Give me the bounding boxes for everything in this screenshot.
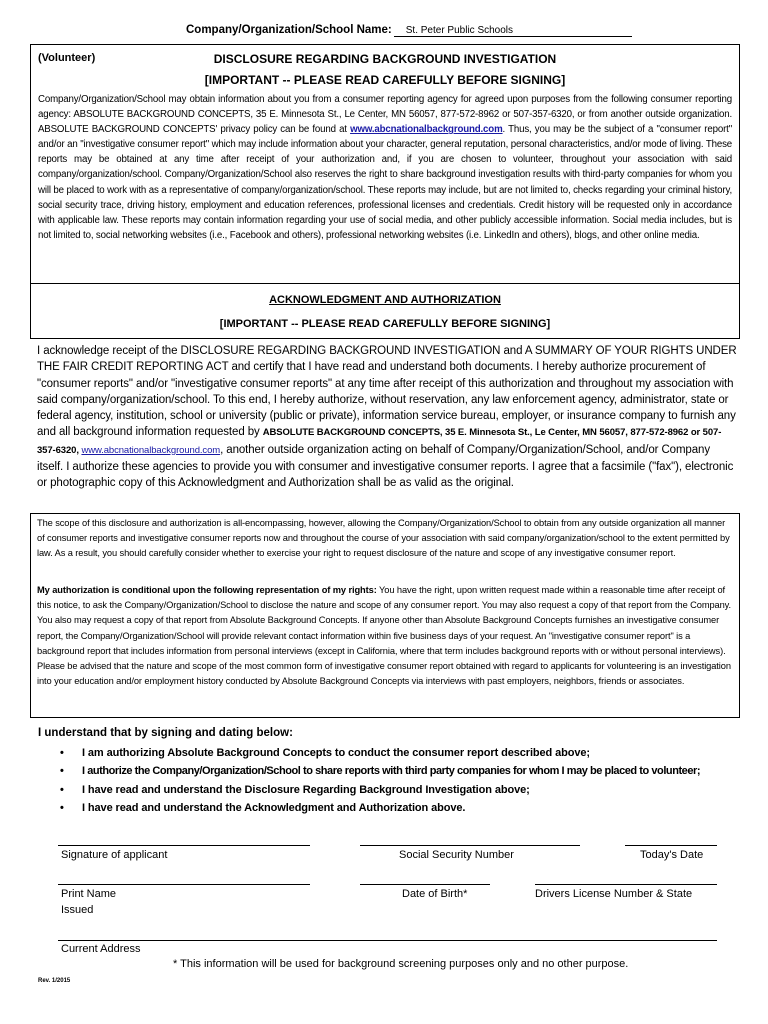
dob-line[interactable] <box>360 884 490 885</box>
rights-text: You have the right, upon written request made within a reasonable time after receipt of this notice, to ask the Company/Organization/School to disclose the nature and scope of any consumer report. You may also request a copy of that report from the Company. You also may request a copy of that report from Absolute Background Concepts. If anyone other than Absolute Background Concepts furnishes an investigative consumer report, the Company/Organization/School will provide relevant contact information within five business days of your request. An "investigative consumer report" is a background report that includes information from personal interviews (except in California, where that term includes background reports with or without personal interviews). Please be advised that the nature and scope of the most common form of investigative consumer report obtained with regard to applicants for volunteering is an investigation into your education and/or employment history conducted by Absolute Background Concepts via interviews with past employers, neighbors, friends or associates. <box>37 585 732 687</box>
volunteer-label: (Volunteer) <box>38 52 96 64</box>
company-name-field[interactable]: St. Peter Public Schools <box>394 25 632 37</box>
disclosure-body-text: Company/Organization/School may obtain information about you from a consumer reporting agency for agreed upon purposes from the following consumer reporting agency: ABSOLUTE BACKGROUND CONCEPTS, 35 E. Minnesota St., Le Center, MN 56057, 877-572-8962 or 507-357-6320, or from another outside organization. ABSOLUTE BACKGROUND CONCEPTS' privacy policy can be found at <box>38 94 732 136</box>
bullet-icon: • <box>60 801 64 814</box>
print-name-label: Print Name <box>61 888 117 900</box>
bullet-icon: • <box>60 747 64 759</box>
address-label: Current Address <box>61 943 141 955</box>
ssn-line[interactable] <box>360 845 580 846</box>
understand-heading: I understand that by signing and dating below: <box>38 727 293 739</box>
license-label: Drivers License Number & State <box>535 888 693 900</box>
signature-line[interactable] <box>58 845 310 846</box>
print-name-line[interactable] <box>58 884 310 885</box>
screening-note: * This information will be used for background screening purposes only and no other purpose. <box>173 958 629 970</box>
revision-label: Rev. 1/2015 <box>38 978 71 984</box>
rights-paragraph <box>37 583 735 689</box>
list-item: • I have read and understand the Acknowledgment and Authorization above. <box>60 799 740 817</box>
acknowledgment-title: ACKNOWLEDGMENT AND AUTHORIZATION <box>269 294 501 306</box>
acknowledgment-body <box>37 343 737 492</box>
acknowledgment-header-box <box>30 284 740 339</box>
license-line[interactable] <box>535 884 717 885</box>
agency-website-link[interactable]: www.abcnationalbackground.com <box>81 444 221 456</box>
company-name-label: Company/Organization/School Name: <box>186 24 392 36</box>
list-item: • I authorize the Company/Organization/School to share reports with third party companies for whom I may be placed to volunteer; <box>60 762 740 780</box>
rights-heading: My authorization is conditional upon the following representation of my rights: <box>37 585 377 595</box>
disclosure-body-text-2: . Thus, you may be the subject of a "consumer report" and/or an "investigative consumer report" which may include information about your character, general reputation, personal characteristics, and/or mode of living. These reports may be obtained at any time after receipt of your authorization and, if you are chosen to volunteer, throughout your association with said company/organization/school. Company/Organization/School also reserves the right to share background investigation results with third-party companies for whom you will be placed to work with as a representative of company/organization/school. These reports may include, but are not limited to, checks regarding your criminal history, social security trace, driving history, employment and education references, professional licenses and credentials. Credit history will be requested only in accordance with applicable law. These reports may contain information regarding your use of social media, and other publicly accessible information. Social media includes, but is not limited to, social networking websites (i.e., Facebook and others), professional networking websites (i.e. LinkedIn and others), blogs, and other online media. <box>38 124 732 241</box>
disclosure-important-notice: [IMPORTANT -- PLEASE READ CAREFULLY BEFORE SIGNING] <box>204 73 566 87</box>
date-line[interactable] <box>625 845 717 846</box>
dob-label: Date of Birth* <box>402 888 468 900</box>
scope-text: The scope of this disclosure and authorization is all-encompassing, however, allowing the Company/Organization/School to obtain from any outside organization all manner of consumer reports and investigative consumer reports now and throughout the course of your association with said company/organization/school to the extent permitted by law. As a result, you should carefully consider whether to exercise your right to request disclosure of the nature and scope of any investigative consumer report. <box>37 518 730 559</box>
signature-label: Signature of applicant <box>61 849 168 861</box>
ssn-label: Social Security Number <box>399 849 514 861</box>
acknowledgment-important-notice: [IMPORTANT -- PLEASE READ CAREFULLY BEFORE SIGNING] <box>219 318 551 330</box>
list-item: • I have read and understand the Disclosure Regarding Background Investigation above; <box>60 781 740 799</box>
agency-name: ABSOLUTE BACKGROUND CONCEPTS, 35 E. Minnesota St., Le Center, MN 56057, 877-572-8962 or 507-357-6320, <box>37 427 722 456</box>
list-item: • I am authorizing Absolute Background Concepts to conduct the consumer report described above; <box>60 744 740 762</box>
company-name-line <box>186 24 632 37</box>
understand-list <box>60 744 740 817</box>
bullet-icon: • <box>60 765 64 778</box>
acknowledgment-text-2: , another outside organization acting on behalf of Company/Organization/School, and/or Company itself. I authorize these agencies to provide you with consumer and investigative consumer reports. I agree that a facsimile ("fax"), electronic or photographic copy of this Acknowledgment and Authorization shall be as valid as the original. <box>37 443 734 490</box>
privacy-policy-link[interactable]: www.abcnationalbackground.com <box>350 124 503 136</box>
disclosure-body <box>38 92 732 243</box>
disclosure-title: DISCLOSURE REGARDING BACKGROUND INVESTIGATION <box>213 52 557 66</box>
acknowledgment-text-1: I acknowledge receipt of the DISCLOSURE REGARDING BACKGROUND INVESTIGATION and A SUMMARY OF YOUR RIGHTS UNDER THE FAIR CREDIT REPORTING ACT and certify that I have read and understand both documents. I hereby authorize procurement of "consumer reports" and/or "investigative consumer reports" at any time after receipt of this authorization and throughout my association with said company/organization/school. To this end, I hereby authorize, without reservation, any law enforcement agency, administrator, state or federal agency, institution, school or university (public or private), information service bureau, employer, or insurance company to furnish any and all background information requested by <box>37 345 737 439</box>
address-line[interactable] <box>58 940 717 941</box>
date-label: Today's Date <box>640 849 704 861</box>
bullet-icon: • <box>60 783 64 796</box>
issued-label: Issued <box>61 904 94 916</box>
